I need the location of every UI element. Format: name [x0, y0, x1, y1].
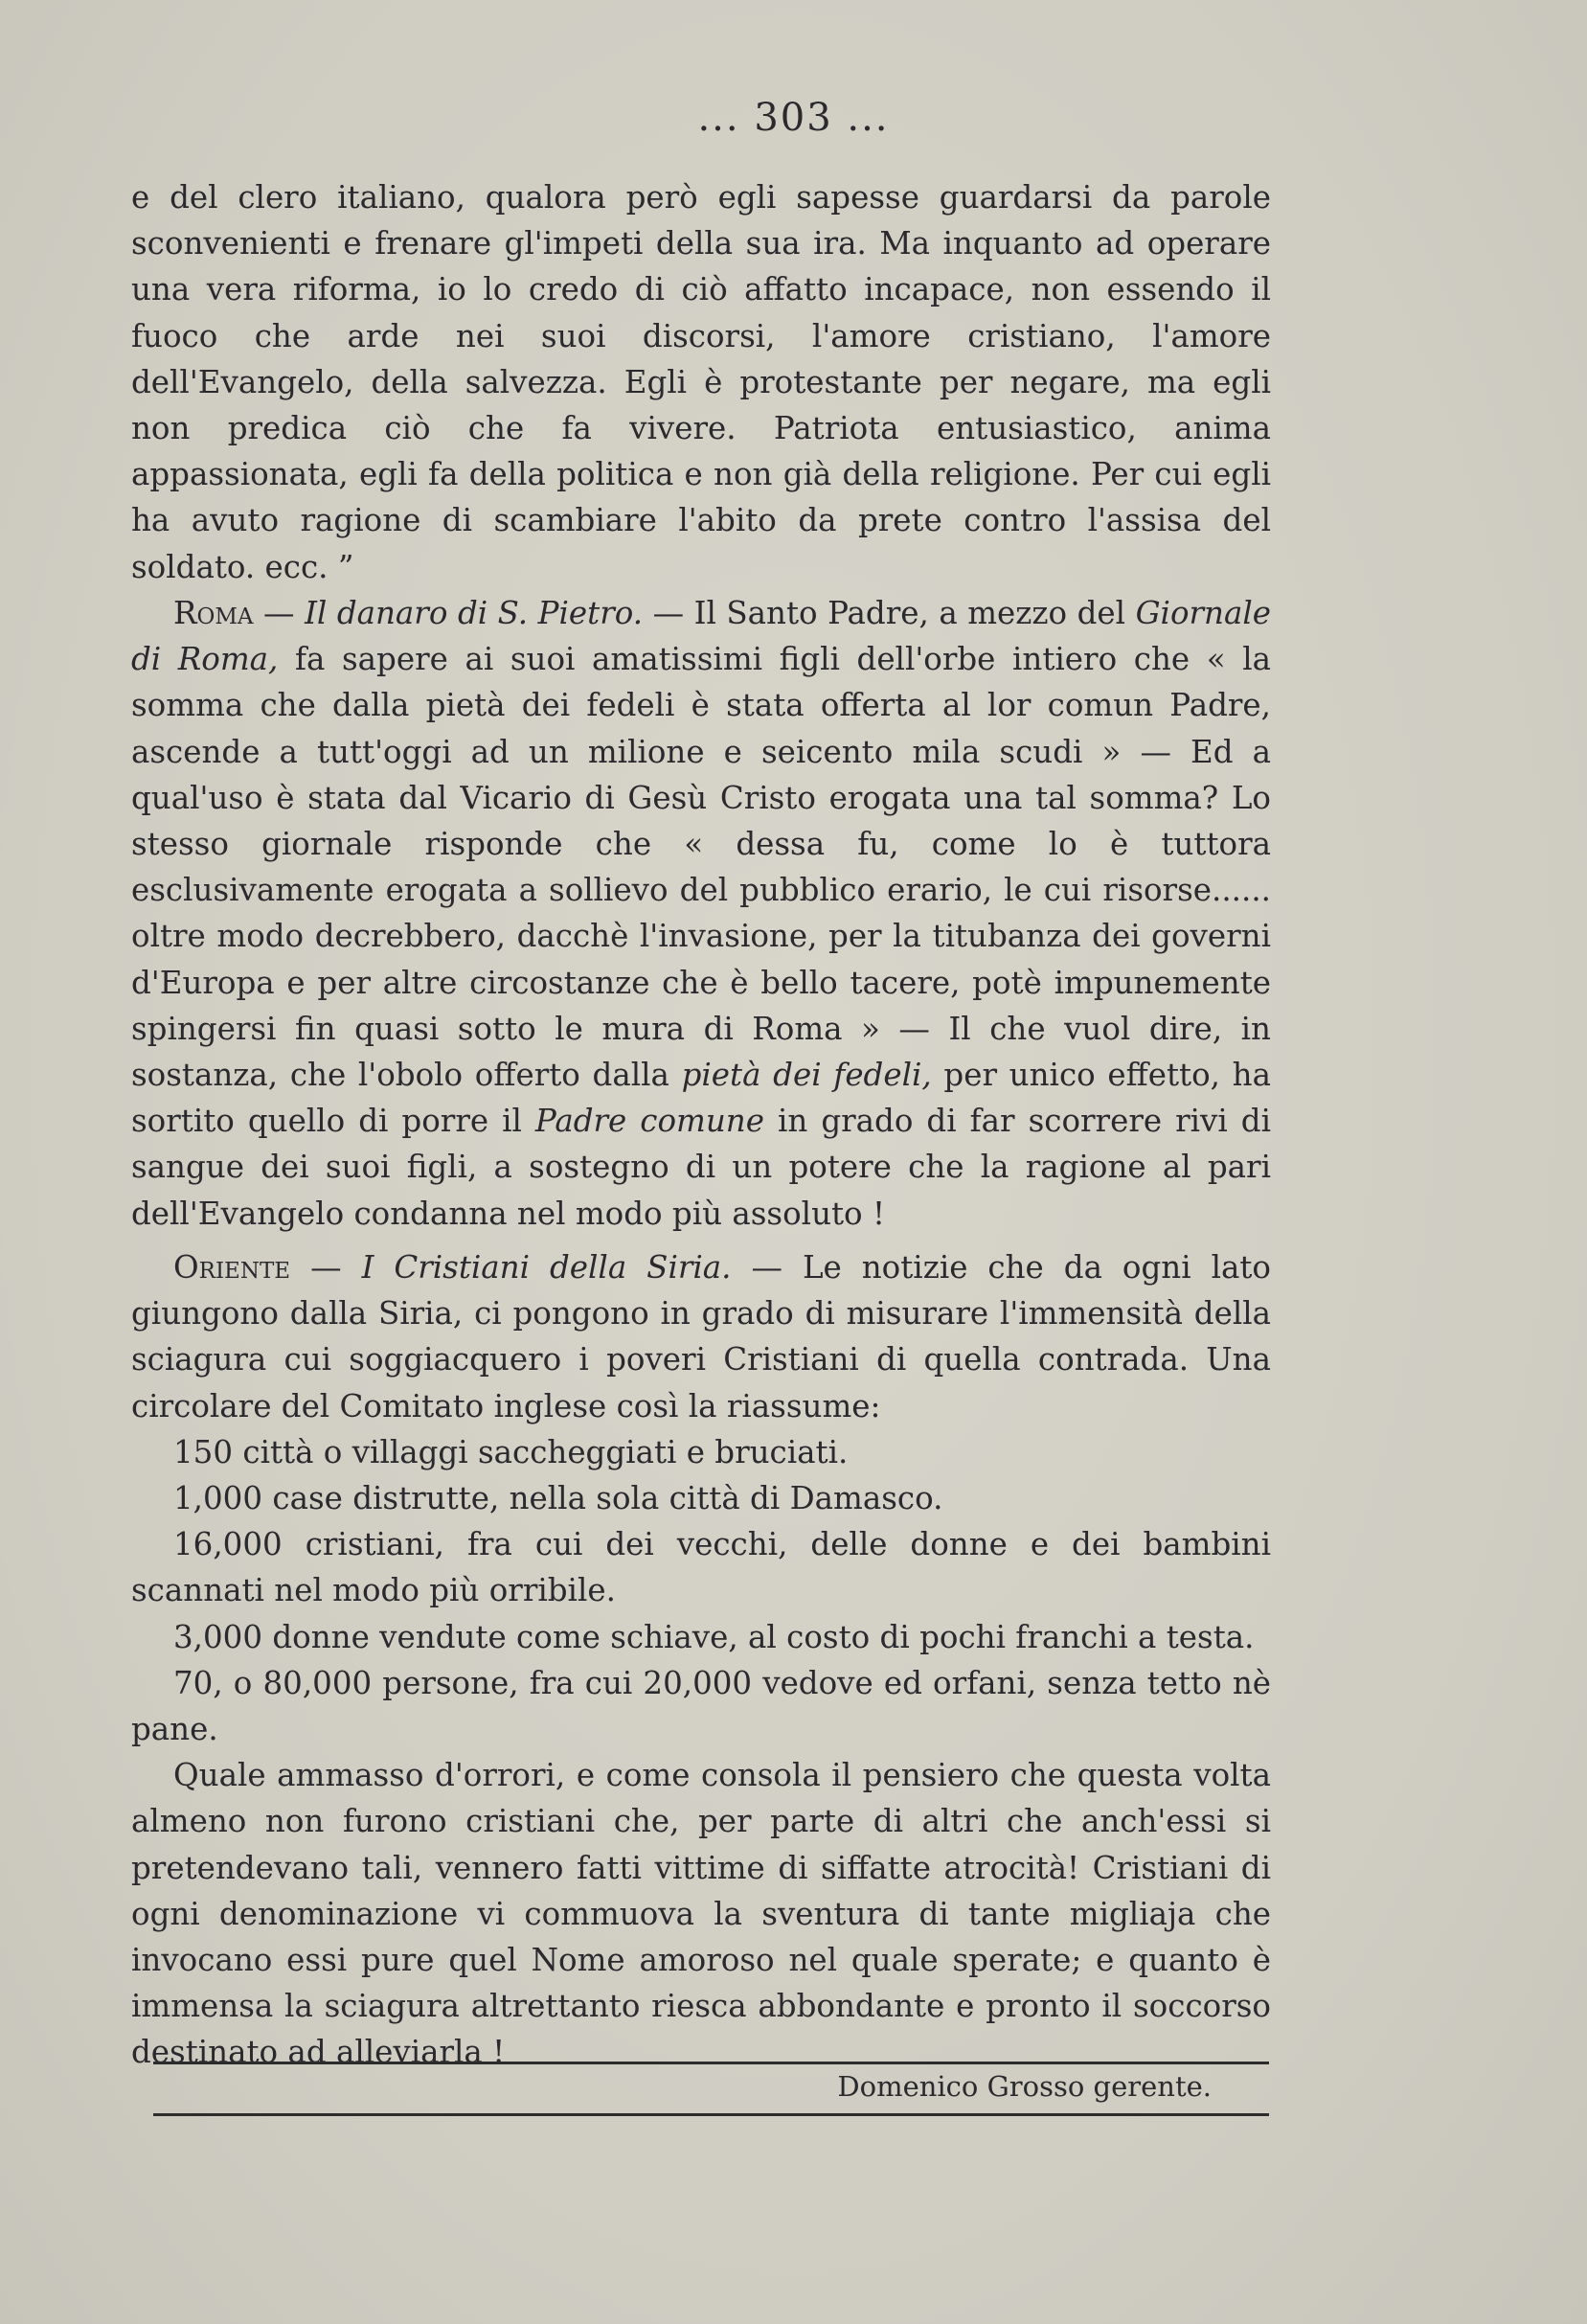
- italic-phrase: pietà dei fedeli,: [681, 1057, 932, 1094]
- section-title-roma: Il danaro di S. Pietro.: [305, 595, 644, 631]
- list-item: 16,000 cristiani, fra cui dei vecchi, delle donne e dei bambini scannati nel modo più orribile.: [131, 1526, 1271, 1609]
- signature: Domenico Grosso gerente.: [837, 2070, 1212, 2103]
- page-number: ... 303 ...: [697, 96, 890, 140]
- paragraph-text: e del clero italiano, qualora però egli sapesse guardarsi da parole sconvenienti e frenare gl'impeti della sua ira. Ma inquanto ad operare una vera riforma, io lo credo di ciò affatto incapace, non essendo il fuoco che arde nei suoi discorsi, l'amore cristiano, l'amore dell'Evangelo, della salvezza. Egli è protestante per negare, ma egli non predica ciò che fa vivere. Patriota entusiastico, anima appassionata, egli fa della politica e non già della religione. Per cui egli ha avuto ragione di scambiare l'abito da prete contro l'assisa del soldato. ecc. ”: [131, 179, 1271, 585]
- roma-text-body-2: per unico effetto, ha sortito quello di porre il: [131, 1057, 1271, 1140]
- dash: —: [253, 595, 306, 631]
- roma-paragraph: [131, 590, 1271, 1237]
- divider-bottom: [153, 2113, 1269, 2116]
- paragraph-continuation: [131, 174, 1271, 590]
- roma-text-end: in grado di far scorrere rivi di sangue dei suoi figli, a sostegno di un potere che la ragione al pari dell'Evangelo condanna nel modo più assoluto !: [131, 1103, 1271, 1232]
- list-item: 150 città o villaggi saccheggiati e bruciati.: [173, 1433, 849, 1470]
- oriente-paragraph: [131, 1244, 1271, 1429]
- list-item: 3,000 donne vendute come schiave, al costo di pochi franchi a testa.: [173, 1618, 1255, 1655]
- section-heading-oriente: Oriente: [173, 1249, 291, 1286]
- list-item: 1,000 case distrutte, nella sola città di Damasco.: [173, 1480, 943, 1517]
- roma-text-lead: — Il Santo Padre, a mezzo del: [643, 595, 1136, 631]
- newspaper-name: Giornale di Roma,: [131, 595, 1271, 678]
- section-title-oriente: I Cristiani della Siria.: [361, 1249, 732, 1286]
- section-heading-roma: Roma: [173, 595, 254, 631]
- oriente-text: — Le notizie che da ogni lato giungono dalla Siria, ci pongono in grado di misurare l'immensità della sciagura cui soggiacquero i poveri Cristiani di quella contrada. Una circolare del Comitato inglese così la riassume:: [131, 1249, 1271, 1424]
- list-item: 70, o 80,000 persone, fra cui 20,000 vedove ed orfani, senza tetto nè pane.: [131, 1664, 1271, 1748]
- dash: —: [290, 1249, 362, 1286]
- divider-top: [153, 2062, 1269, 2064]
- section-oriente: [131, 1244, 1271, 2076]
- section-roma: [131, 590, 1271, 1237]
- italic-phrase-2: Padre comune: [534, 1103, 764, 1140]
- roma-text-body: fa sapere ai suoi amatissimi figli dell'orbe intiero che « la somma che dalla pietà dei fedeli è stata offerta al lor comun Padre, ascende a tutt'oggi ad un milione e seicento mila scudi » — Ed a qual'uso è stata dal Vicario di Gesù Cristo erogata una tal somma? Lo stesso giornale risponde che « dessa fu, come lo è tuttora esclusivamente erogata a sollievo del pubblico erario, le cui risorse...... oltre modo decrebbero, dacchè l'invasione, per la titubanza dei governi d'Europa e per altre circostanze che è bello tacere, potè impunemente spingersi fin quasi sotto le mura di Roma » — Il che vuol dire, in sostanza, che l'obolo offerto dalla: [131, 641, 1271, 1094]
- closing-paragraph: Quale ammasso d'orrori, e come consola il pensiero che questa volta almeno non furono cristiani che, per parte di altri che anch'essi si pretendevano tali, vennero fatti vittime di siffatte atrocità! Cristiani di ogni denominazione vi commuova la sventura di tante migliaja che invocano essi pure quel Nome amoroso nel quale sperate; e quanto è immensa la sciagura altrettanto riesca abbondante e pronto il soccorso destinato ad alleviarla !: [131, 1757, 1271, 2071]
